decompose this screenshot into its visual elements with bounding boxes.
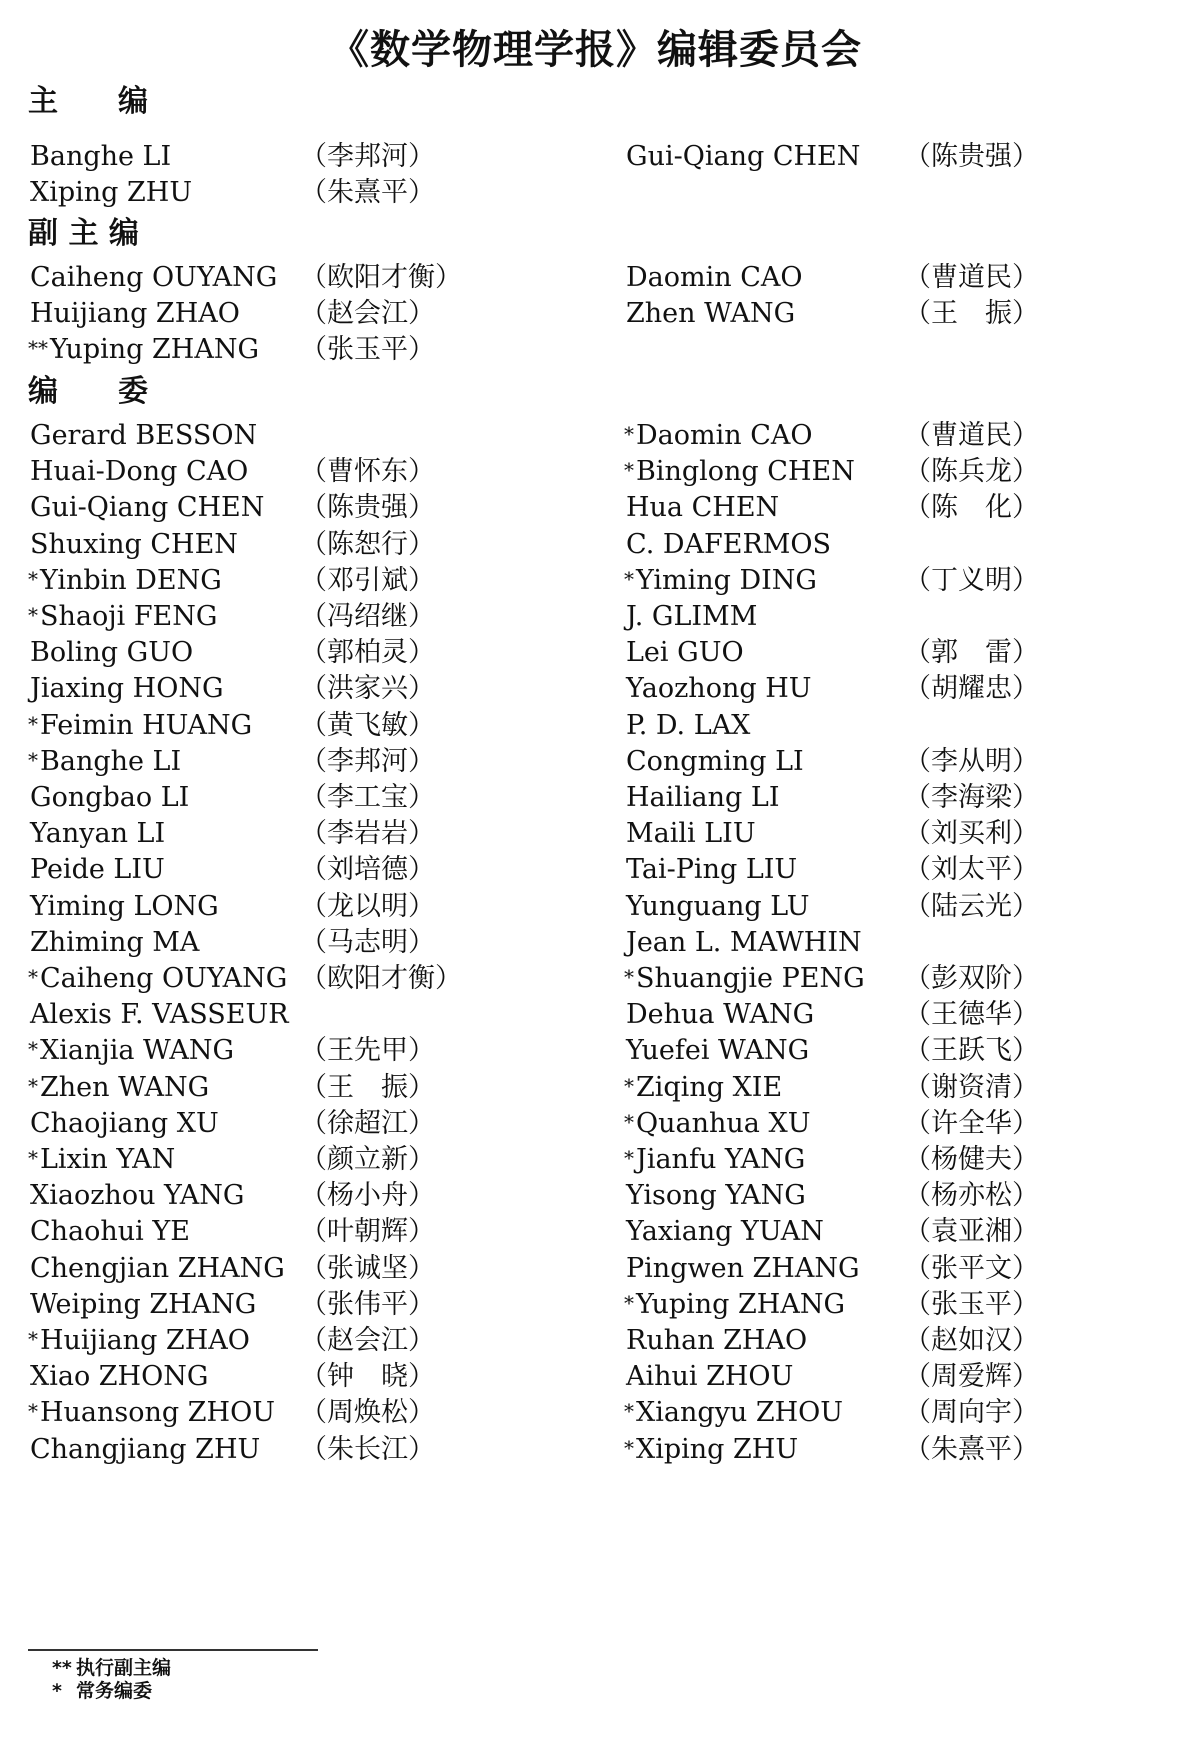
member-chinese-name: （杨亦松） xyxy=(904,1180,1039,1212)
member-mark: * xyxy=(624,965,634,989)
member-name xyxy=(624,1068,782,1108)
member-chinese-name: （陈贵强） xyxy=(300,492,435,524)
member-name-text: Huijiang ZHAO xyxy=(40,1325,250,1356)
member-name-text: Yuping ZHANG xyxy=(636,1288,846,1320)
member-row xyxy=(0,561,1191,601)
member-row xyxy=(0,416,1191,456)
member-name xyxy=(28,1176,244,1216)
member-name xyxy=(624,1393,843,1433)
member-chinese-name: （杨健夫） xyxy=(904,1144,1039,1175)
member-name-text: Yunguang LU xyxy=(626,890,810,922)
member-name-text: Zhen WANG xyxy=(626,298,796,330)
footnote-text: 执行副主编 xyxy=(76,1657,172,1679)
member-name xyxy=(28,633,193,673)
member-name-text: Caiheng OUYANG xyxy=(30,262,278,293)
member-row xyxy=(0,452,1191,492)
member-name-text: Binglong CHEN xyxy=(636,456,855,488)
member-name-text: Xiaozhou YANG xyxy=(30,1180,245,1212)
member-name-text: Weiping ZHANG xyxy=(30,1288,257,1320)
member-chinese-name: （李岩岩） xyxy=(300,818,435,850)
member-chinese-name: （邓引斌） xyxy=(300,564,435,596)
member-chinese-name: （李邦河） xyxy=(300,141,435,172)
member-mark: * xyxy=(28,1327,38,1351)
member-chinese-name: （曹怀东） xyxy=(300,456,435,488)
member-name xyxy=(624,1357,793,1397)
member-name xyxy=(624,137,860,177)
member-name-text: Pingwen ZHANG xyxy=(626,1252,860,1284)
member-name xyxy=(28,959,287,999)
member-name xyxy=(28,488,264,528)
member-name xyxy=(624,1031,809,1071)
member-name-text: Feimin HUANG xyxy=(40,709,253,741)
member-name-text: Huijiang ZHAO xyxy=(30,298,240,330)
section-heading: 编 委 xyxy=(28,374,148,409)
member-chinese-name: （郭 雷） xyxy=(904,637,1039,669)
member-chinese-name: （叶朝辉） xyxy=(300,1216,435,1248)
member-chinese-name: （欧阳才衡） xyxy=(300,262,462,293)
member-name xyxy=(624,1430,798,1470)
member-row xyxy=(0,706,1191,746)
member-name-text: Zhiming MA xyxy=(30,926,200,958)
member-name-text: Yisong YANG xyxy=(626,1180,806,1212)
member-name-text: Ruhan ZHAO xyxy=(626,1325,808,1356)
member-name-text: Yiming DING xyxy=(636,564,817,596)
member-name xyxy=(28,525,238,565)
member-name xyxy=(624,416,813,456)
member-name xyxy=(624,742,804,782)
member-name xyxy=(28,706,252,746)
member-name xyxy=(624,1285,845,1325)
member-chinese-name: （张伟平） xyxy=(300,1288,435,1320)
member-name xyxy=(28,1104,219,1144)
member-name xyxy=(28,173,192,213)
member-row xyxy=(0,137,1191,177)
member-name xyxy=(28,294,240,334)
member-chinese-name: （李海梁） xyxy=(904,782,1039,813)
member-chinese-name: （李从明） xyxy=(904,745,1039,777)
member-mark: * xyxy=(624,1399,634,1424)
member-name-text: Chaojiang XU xyxy=(30,1107,219,1139)
member-name xyxy=(624,887,810,927)
member-name xyxy=(28,1285,256,1325)
member-name-text: Changjiang ZHU xyxy=(30,1433,261,1465)
member-row xyxy=(0,995,1191,1035)
footnote xyxy=(52,1656,171,1680)
member-chinese-name: （许全华） xyxy=(904,1107,1039,1139)
member-name-text: Banghe LI xyxy=(30,141,172,172)
member-name xyxy=(28,561,222,601)
footnote-mark: ** xyxy=(52,1657,72,1679)
member-name xyxy=(624,1321,807,1361)
member-name xyxy=(624,173,626,213)
member-mark: * xyxy=(624,1109,634,1134)
member-row xyxy=(0,1031,1191,1071)
member-name-text: Xiangyu ZHOU xyxy=(636,1397,844,1429)
member-name-text: J. GLIMM xyxy=(626,601,758,632)
member-name xyxy=(28,416,257,456)
member-chinese-name: （朱长江） xyxy=(300,1433,435,1465)
member-row xyxy=(0,1357,1191,1397)
member-chinese-name: （朱熹平） xyxy=(904,1433,1039,1465)
member-name xyxy=(28,814,165,854)
member-chinese-name: （胡耀忠） xyxy=(904,673,1039,705)
member-mark: * xyxy=(624,458,634,483)
member-name-text: P. D. LAX xyxy=(626,709,751,741)
member-name xyxy=(28,1212,190,1252)
member-name xyxy=(624,669,812,709)
member-name xyxy=(28,137,171,177)
member-name-text: Chaohui YE xyxy=(30,1216,190,1248)
page-title: 《数学物理学报》编辑委员会 xyxy=(329,27,862,73)
member-name xyxy=(624,633,744,673)
member-row xyxy=(0,814,1191,854)
member-name-text: Gerard BESSON xyxy=(30,420,258,451)
member-name-text: C. DAFERMOS xyxy=(626,528,832,560)
member-chinese-name: （徐超江） xyxy=(300,1107,435,1139)
member-name xyxy=(28,1357,208,1397)
member-name-text: Huai-Dong CAO xyxy=(30,456,249,488)
member-name-text: Tai-Ping LIU xyxy=(626,854,798,886)
member-chinese-name: （谢资清） xyxy=(904,1071,1039,1103)
member-name xyxy=(28,887,219,927)
member-row xyxy=(0,488,1191,528)
member-name-text: Yinbin DENG xyxy=(40,564,222,596)
member-name xyxy=(624,330,626,370)
member-name xyxy=(624,1104,810,1144)
member-mark: * xyxy=(624,1290,634,1315)
member-name xyxy=(624,814,756,854)
member-name xyxy=(624,995,814,1035)
member-row xyxy=(0,330,1191,370)
member-mark: * xyxy=(624,1073,634,1098)
member-name xyxy=(28,1430,260,1470)
member-chinese-name: （陈 化） xyxy=(904,492,1039,524)
member-chinese-name: （张平文） xyxy=(904,1252,1039,1284)
member-chinese-name: （赵会江） xyxy=(300,1325,435,1356)
member-chinese-name: （丁义明） xyxy=(904,564,1039,596)
member-chinese-name: （曹道民） xyxy=(904,420,1039,451)
member-name xyxy=(624,1176,806,1216)
member-chinese-name: （彭双阶） xyxy=(904,963,1039,994)
member-name xyxy=(28,669,224,709)
member-chinese-name: （张诚坚） xyxy=(300,1252,435,1284)
member-mark: * xyxy=(28,747,38,772)
member-mark: * xyxy=(28,1146,38,1170)
member-name xyxy=(624,923,862,963)
member-chinese-name: （王先甲） xyxy=(300,1035,435,1067)
member-chinese-name: （周焕松） xyxy=(300,1397,435,1429)
member-name xyxy=(624,1212,824,1252)
member-row xyxy=(0,597,1191,637)
member-row xyxy=(0,778,1191,818)
member-row xyxy=(0,1285,1191,1325)
member-name-text: Hailiang LI xyxy=(626,782,780,813)
member-row xyxy=(0,1140,1191,1180)
member-name xyxy=(28,1068,209,1108)
member-name-text: Yaozhong HU xyxy=(626,673,812,705)
footnote-divider xyxy=(28,1649,318,1651)
member-name-text: Yaxiang YUAN xyxy=(626,1216,824,1248)
member-name-text: Chengjian ZHANG xyxy=(30,1252,285,1284)
footnote-mark: * xyxy=(52,1680,62,1702)
member-name-text: Yuefei WANG xyxy=(626,1035,810,1067)
member-name-text: Congming LI xyxy=(626,745,804,777)
member-chinese-name: （陈恕行） xyxy=(300,528,435,560)
member-chinese-name: （杨小舟） xyxy=(300,1180,435,1212)
member-name-text: Yuping ZHANG xyxy=(50,334,260,366)
member-chinese-name: （黄飞敏） xyxy=(300,709,435,741)
member-name xyxy=(28,452,248,492)
section-heading: 副 主 编 xyxy=(28,216,139,251)
member-name-text: Zhen WANG xyxy=(40,1071,210,1103)
section-heading: 主 编 xyxy=(28,84,148,119)
member-chinese-name: （王德华） xyxy=(904,999,1039,1031)
member-name-text: Jianfu YANG xyxy=(636,1144,806,1175)
member-chinese-name: （刘培德） xyxy=(300,854,435,886)
member-chinese-name: （张玉平） xyxy=(300,334,435,366)
member-row xyxy=(0,1176,1191,1216)
member-name xyxy=(28,1393,275,1433)
member-name xyxy=(624,488,779,528)
member-mark: * xyxy=(28,711,38,736)
member-row xyxy=(0,1393,1191,1433)
member-row xyxy=(0,850,1191,890)
member-name-text: Xiping ZHU xyxy=(30,177,193,209)
member-mark: * xyxy=(624,422,634,446)
member-name-text: Daomin CAO xyxy=(636,420,813,451)
member-mark: * xyxy=(624,1435,634,1460)
member-name xyxy=(28,778,189,818)
member-name xyxy=(624,778,780,818)
member-row xyxy=(0,173,1191,213)
member-chinese-name: （曹道民） xyxy=(904,262,1039,293)
member-chinese-name: （王跃飞） xyxy=(904,1035,1039,1067)
member-name-text: Peide LIU xyxy=(30,854,165,886)
member-chinese-name: （周向宇） xyxy=(904,1397,1039,1429)
member-name-text: Aihui ZHOU xyxy=(626,1361,794,1393)
member-name-text: Hua CHEN xyxy=(626,492,780,524)
member-name xyxy=(28,850,165,890)
member-chinese-name: （陈兵龙） xyxy=(904,456,1039,488)
member-name-text: Boling GUO xyxy=(30,637,194,669)
member-name-text: Gui-Qiang CHEN xyxy=(626,141,861,172)
member-name xyxy=(28,330,259,370)
member-mark: * xyxy=(28,965,38,989)
member-name-text: Huansong ZHOU xyxy=(40,1397,275,1429)
member-name xyxy=(28,597,217,637)
member-name xyxy=(28,258,277,298)
member-row xyxy=(0,1212,1191,1252)
member-row xyxy=(0,959,1191,999)
member-name xyxy=(28,995,289,1035)
member-name-text: Daomin CAO xyxy=(626,262,803,293)
member-chinese-name: （朱熹平） xyxy=(300,177,435,209)
footnote-text: 常务编委 xyxy=(76,1680,153,1702)
member-chinese-name: （刘太平） xyxy=(904,854,1039,886)
member-row xyxy=(0,1104,1191,1144)
member-name-text: Yiming LONG xyxy=(30,890,219,922)
member-chinese-name: （欧阳才衡） xyxy=(300,963,462,994)
member-chinese-name: （刘买利） xyxy=(904,818,1039,850)
member-row xyxy=(0,887,1191,927)
member-name xyxy=(624,561,817,601)
member-chinese-name: （赵会江） xyxy=(300,298,435,330)
member-chinese-name: （洪家兴） xyxy=(300,673,435,705)
member-name-text: Lixin YAN xyxy=(40,1144,176,1175)
member-name xyxy=(28,1031,234,1071)
member-chinese-name: （钟 晓） xyxy=(300,1361,435,1393)
member-name-text: Gui-Qiang CHEN xyxy=(30,492,265,524)
member-name-text: Jean L. MAWHIN xyxy=(626,926,862,958)
member-name-text: Shaoji FENG xyxy=(40,601,218,632)
member-mark: * xyxy=(28,1037,38,1062)
member-chinese-name: （陆云光） xyxy=(904,890,1039,922)
member-name xyxy=(28,1140,175,1180)
member-name xyxy=(28,1249,285,1289)
member-name xyxy=(28,923,199,963)
member-name-text: Maili LIU xyxy=(626,818,756,850)
member-row xyxy=(0,258,1191,298)
member-name-text: Xiping ZHU xyxy=(636,1433,799,1465)
member-mark: * xyxy=(624,566,634,591)
member-name-text: Caiheng OUYANG xyxy=(40,963,288,994)
member-mark: * xyxy=(28,566,38,591)
member-chinese-name: （张玉平） xyxy=(904,1288,1039,1320)
member-name xyxy=(624,959,865,999)
member-row xyxy=(0,1068,1191,1108)
member-chinese-name: （袁亚湘） xyxy=(904,1216,1039,1248)
member-row xyxy=(0,294,1191,334)
member-chinese-name: （冯绍继） xyxy=(300,601,435,632)
member-name-text: Banghe LI xyxy=(40,745,182,777)
member-name xyxy=(624,294,795,334)
member-chinese-name: （马志明） xyxy=(300,926,435,958)
member-row xyxy=(0,923,1191,963)
member-mark: * xyxy=(28,603,38,627)
member-name xyxy=(28,742,181,782)
member-chinese-name: （周爱辉） xyxy=(904,1361,1039,1393)
member-name-text: Ziqing XIE xyxy=(636,1071,783,1103)
member-name-text: Dehua WANG xyxy=(626,999,815,1031)
member-chinese-name: （颜立新） xyxy=(300,1144,435,1175)
member-name xyxy=(624,452,855,492)
member-name xyxy=(624,1249,860,1289)
member-name xyxy=(28,1321,250,1361)
member-row xyxy=(0,1249,1191,1289)
member-row xyxy=(0,1430,1191,1470)
member-name-text: Yanyan LI xyxy=(30,818,166,850)
member-chinese-name: （李工宝） xyxy=(300,782,435,813)
member-name-text: Jiaxing HONG xyxy=(30,673,224,705)
member-chinese-name: （李邦河） xyxy=(300,745,435,777)
member-mark: * xyxy=(28,1399,38,1424)
member-row xyxy=(0,1321,1191,1361)
member-name-text: Gongbao LI xyxy=(30,782,190,813)
member-row xyxy=(0,669,1191,709)
member-name xyxy=(624,597,757,637)
member-chinese-name: （龙以明） xyxy=(300,890,435,922)
member-name-text: Quanhua XU xyxy=(636,1107,811,1139)
member-name-text: Alexis F. VASSEUR xyxy=(30,999,289,1031)
member-name xyxy=(624,1140,805,1180)
member-chinese-name: （赵如汉） xyxy=(904,1325,1039,1356)
member-name xyxy=(624,525,831,565)
member-mark: * xyxy=(28,1073,38,1098)
member-name xyxy=(624,258,803,298)
member-row xyxy=(0,525,1191,565)
member-name-text: Shuangjie PENG xyxy=(636,963,865,994)
member-name-text: Xiao ZHONG xyxy=(30,1361,209,1393)
member-row xyxy=(0,742,1191,782)
footnote xyxy=(52,1679,152,1703)
member-mark: * xyxy=(624,1146,634,1170)
member-chinese-name: （陈贵强） xyxy=(904,141,1039,172)
member-chinese-name: （王 振） xyxy=(300,1071,435,1103)
member-name-text: Xianjia WANG xyxy=(40,1035,235,1067)
member-name-text: Shuxing CHEN xyxy=(30,528,238,560)
member-name xyxy=(624,706,750,746)
member-mark: ** xyxy=(28,336,48,361)
member-chinese-name: （郭柏灵） xyxy=(300,637,435,669)
member-chinese-name: （王 振） xyxy=(904,298,1039,330)
member-name xyxy=(624,850,797,890)
member-row xyxy=(0,633,1191,673)
member-name-text: Lei GUO xyxy=(626,637,744,669)
